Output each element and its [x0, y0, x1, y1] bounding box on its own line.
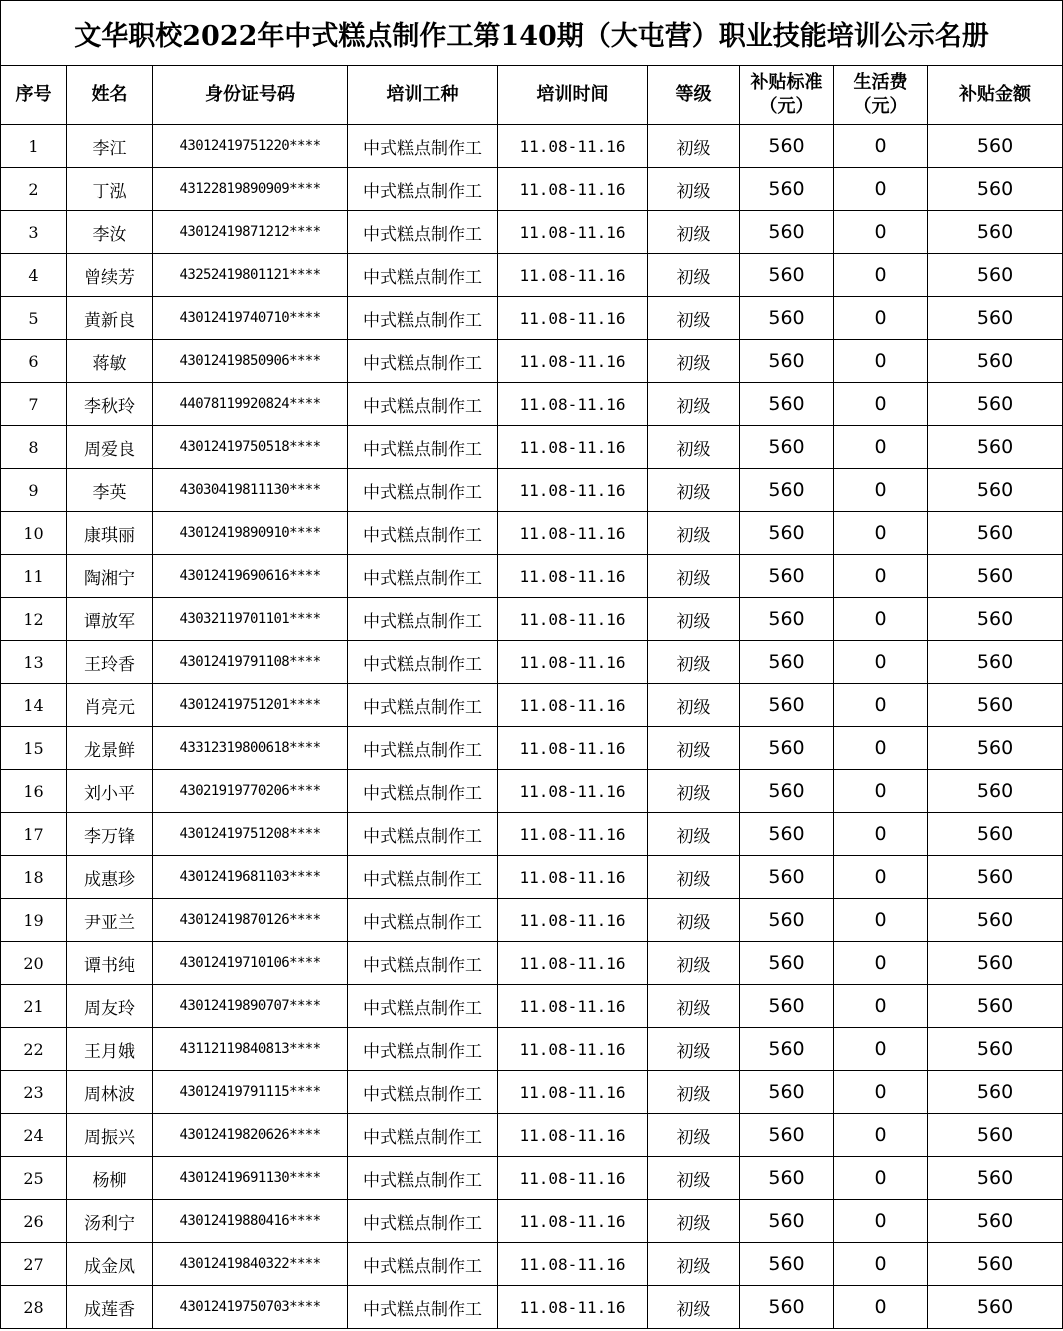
- cell-trade: 中式糕点制作工: [348, 856, 498, 899]
- cell-subsidy-standard: 560: [740, 1071, 834, 1114]
- table-row: [1, 1071, 1063, 1114]
- cell-name: 汤利宁: [67, 1200, 153, 1243]
- cell-training-time: 11.08-11.16: [498, 942, 648, 985]
- cell-id-number: 43012419751220****: [153, 125, 348, 168]
- cell-subsidy-standard: 560: [740, 1114, 834, 1157]
- cell-name: 曾续芳: [67, 254, 153, 297]
- cell-trade: 中式糕点制作工: [348, 899, 498, 942]
- cell-id-number: 43030419811130****: [153, 469, 348, 512]
- cell-subsidy-standard: 560: [740, 598, 834, 641]
- cell-subsidy-amount: 560: [928, 598, 1063, 641]
- table-row: [1, 1114, 1063, 1157]
- cell-living-allowance: 0: [834, 426, 928, 469]
- header-amount: 补贴金额: [928, 66, 1063, 125]
- cell-id-number: 43012419791108****: [153, 641, 348, 684]
- cell-living-allowance: 0: [834, 641, 928, 684]
- cell-training-time: 11.08-11.16: [498, 985, 648, 1028]
- cell-subsidy-amount: 560: [928, 512, 1063, 555]
- cell-subsidy-standard: 560: [740, 770, 834, 813]
- cell-id-number: 43012419751208****: [153, 813, 348, 856]
- cell-training-time: 11.08-11.16: [498, 684, 648, 727]
- cell-living-allowance: 0: [834, 1157, 928, 1200]
- table-row: [1, 254, 1063, 297]
- cell-living-allowance: 0: [834, 340, 928, 383]
- cell-name: 李英: [67, 469, 153, 512]
- cell-trade: 中式糕点制作工: [348, 1114, 498, 1157]
- cell-living-allowance: 0: [834, 254, 928, 297]
- cell-subsidy-amount: 560: [928, 1286, 1063, 1329]
- table-row: [1, 942, 1063, 985]
- cell-id-number: 43012419791115****: [153, 1071, 348, 1114]
- cell-trade: 中式糕点制作工: [348, 727, 498, 770]
- header-row: [1, 66, 1063, 125]
- cell-training-time: 11.08-11.16: [498, 125, 648, 168]
- cell-trade: 中式糕点制作工: [348, 1200, 498, 1243]
- cell-living-allowance: 0: [834, 942, 928, 985]
- cell-trade: 中式糕点制作工: [348, 125, 498, 168]
- cell-id-number: 43012419691130****: [153, 1157, 348, 1200]
- cell-trade: 中式糕点制作工: [348, 1157, 498, 1200]
- cell-name: 康琪丽: [67, 512, 153, 555]
- table-row: [1, 598, 1063, 641]
- cell-no: 20: [1, 942, 67, 985]
- table-row: [1, 856, 1063, 899]
- cell-living-allowance: 0: [834, 598, 928, 641]
- cell-living-allowance: 0: [834, 1200, 928, 1243]
- header-standard-line1: 补贴标准: [750, 72, 823, 93]
- cell-level: 初级: [648, 211, 740, 254]
- table-row: [1, 297, 1063, 340]
- cell-subsidy-amount: 560: [928, 985, 1063, 1028]
- cell-subsidy-standard: 560: [740, 1243, 834, 1286]
- cell-name: 李万锋: [67, 813, 153, 856]
- cell-no: 5: [1, 297, 67, 340]
- cell-training-time: 11.08-11.16: [498, 168, 648, 211]
- cell-no: 12: [1, 598, 67, 641]
- cell-subsidy-amount: 560: [928, 1028, 1063, 1071]
- cell-id-number: 43012419871212****: [153, 211, 348, 254]
- cell-trade: 中式糕点制作工: [348, 1243, 498, 1286]
- table-row: [1, 469, 1063, 512]
- cell-subsidy-standard: 560: [740, 340, 834, 383]
- cell-trade: 中式糕点制作工: [348, 383, 498, 426]
- cell-subsidy-amount: 560: [928, 813, 1063, 856]
- cell-subsidy-amount: 560: [928, 211, 1063, 254]
- cell-training-time: 11.08-11.16: [498, 469, 648, 512]
- cell-level: 初级: [648, 383, 740, 426]
- cell-name: 王玲香: [67, 641, 153, 684]
- cell-training-time: 11.08-11.16: [498, 598, 648, 641]
- cell-training-time: 11.08-11.16: [498, 297, 648, 340]
- cell-training-time: 11.08-11.16: [498, 1157, 648, 1200]
- cell-trade: 中式糕点制作工: [348, 641, 498, 684]
- cell-name: 周振兴: [67, 1114, 153, 1157]
- cell-training-time: 11.08-11.16: [498, 340, 648, 383]
- cell-training-time: 11.08-11.16: [498, 1286, 648, 1329]
- cell-level: 初级: [648, 1114, 740, 1157]
- cell-subsidy-standard: 560: [740, 727, 834, 770]
- header-no: 序号: [1, 66, 67, 125]
- cell-no: 7: [1, 383, 67, 426]
- cell-subsidy-standard: 560: [740, 426, 834, 469]
- cell-no: 1: [1, 125, 67, 168]
- cell-subsidy-standard: 560: [740, 1157, 834, 1200]
- cell-subsidy-standard: 560: [740, 512, 834, 555]
- cell-training-time: 11.08-11.16: [498, 555, 648, 598]
- cell-no: 8: [1, 426, 67, 469]
- cell-level: 初级: [648, 899, 740, 942]
- cell-id-number: 43012419751201****: [153, 684, 348, 727]
- header-standard-line2: （元）: [759, 96, 814, 117]
- cell-no: 11: [1, 555, 67, 598]
- cell-trade: 中式糕点制作工: [348, 1286, 498, 1329]
- cell-trade: 中式糕点制作工: [348, 1028, 498, 1071]
- page-title: 文华职校2022年中式糕点制作工第140期（大屯营）职业技能培训公示名册: [1, 1, 1063, 66]
- cell-id-number: 43012419750703****: [153, 1286, 348, 1329]
- cell-subsidy-amount: 560: [928, 899, 1063, 942]
- cell-trade: 中式糕点制作工: [348, 684, 498, 727]
- table-row: [1, 1157, 1063, 1200]
- cell-id-number: 43012419740710****: [153, 297, 348, 340]
- cell-subsidy-amount: 560: [928, 469, 1063, 512]
- cell-level: 初级: [648, 641, 740, 684]
- cell-subsidy-amount: 560: [928, 942, 1063, 985]
- cell-subsidy-standard: 560: [740, 641, 834, 684]
- cell-id-number: 43012419890707****: [153, 985, 348, 1028]
- cell-level: 初级: [648, 1028, 740, 1071]
- cell-no: 21: [1, 985, 67, 1028]
- cell-no: 23: [1, 1071, 67, 1114]
- cell-subsidy-standard: 560: [740, 1286, 834, 1329]
- cell-level: 初级: [648, 555, 740, 598]
- cell-living-allowance: 0: [834, 125, 928, 168]
- cell-no: 9: [1, 469, 67, 512]
- cell-id-number: 43252419801121****: [153, 254, 348, 297]
- table-row: [1, 1200, 1063, 1243]
- cell-id-number: 43021919770206****: [153, 770, 348, 813]
- header-standard: [740, 66, 834, 125]
- cell-living-allowance: 0: [834, 770, 928, 813]
- cell-id-number: 43012419880416****: [153, 1200, 348, 1243]
- cell-subsidy-standard: 560: [740, 125, 834, 168]
- cell-level: 初级: [648, 512, 740, 555]
- table-row: [1, 426, 1063, 469]
- table-row: [1, 1028, 1063, 1071]
- cell-training-time: 11.08-11.16: [498, 254, 648, 297]
- cell-level: 初级: [648, 770, 740, 813]
- cell-trade: 中式糕点制作工: [348, 211, 498, 254]
- cell-subsidy-standard: 560: [740, 469, 834, 512]
- cell-subsidy-amount: 560: [928, 1243, 1063, 1286]
- cell-subsidy-amount: 560: [928, 1114, 1063, 1157]
- cell-no: 25: [1, 1157, 67, 1200]
- cell-trade: 中式糕点制作工: [348, 512, 498, 555]
- cell-trade: 中式糕点制作工: [348, 1071, 498, 1114]
- cell-name: 龙景鲜: [67, 727, 153, 770]
- cell-living-allowance: 0: [834, 211, 928, 254]
- cell-name: 周友玲: [67, 985, 153, 1028]
- cell-level: 初级: [648, 985, 740, 1028]
- cell-training-time: 11.08-11.16: [498, 1243, 648, 1286]
- cell-subsidy-standard: 560: [740, 985, 834, 1028]
- cell-name: 成莲香: [67, 1286, 153, 1329]
- table-row: [1, 340, 1063, 383]
- cell-id-number: 43012419690616****: [153, 555, 348, 598]
- cell-no: 16: [1, 770, 67, 813]
- cell-living-allowance: 0: [834, 813, 928, 856]
- cell-subsidy-amount: 560: [928, 856, 1063, 899]
- cell-living-allowance: 0: [834, 1071, 928, 1114]
- cell-id-number: 43012419850906****: [153, 340, 348, 383]
- cell-id-number: 43122819890909****: [153, 168, 348, 211]
- cell-name: 丁泓: [67, 168, 153, 211]
- cell-name: 周爱良: [67, 426, 153, 469]
- cell-living-allowance: 0: [834, 383, 928, 426]
- cell-level: 初级: [648, 297, 740, 340]
- cell-level: 初级: [648, 813, 740, 856]
- cell-level: 初级: [648, 727, 740, 770]
- cell-subsidy-standard: 560: [740, 856, 834, 899]
- cell-id-number: 43012419710106****: [153, 942, 348, 985]
- cell-level: 初级: [648, 426, 740, 469]
- cell-level: 初级: [648, 1286, 740, 1329]
- cell-training-time: 11.08-11.16: [498, 813, 648, 856]
- cell-no: 13: [1, 641, 67, 684]
- cell-trade: 中式糕点制作工: [348, 813, 498, 856]
- table-row: [1, 1243, 1063, 1286]
- cell-no: 2: [1, 168, 67, 211]
- cell-subsidy-standard: 560: [740, 383, 834, 426]
- cell-level: 初级: [648, 684, 740, 727]
- cell-no: 6: [1, 340, 67, 383]
- cell-no: 26: [1, 1200, 67, 1243]
- header-level: 等级: [648, 66, 740, 125]
- cell-training-time: 11.08-11.16: [498, 856, 648, 899]
- cell-level: 初级: [648, 942, 740, 985]
- cell-id-number: 43012419820626****: [153, 1114, 348, 1157]
- cell-name: 尹亚兰: [67, 899, 153, 942]
- cell-name: 肖亮元: [67, 684, 153, 727]
- cell-trade: 中式糕点制作工: [348, 555, 498, 598]
- cell-no: 10: [1, 512, 67, 555]
- cell-training-time: 11.08-11.16: [498, 211, 648, 254]
- cell-subsidy-amount: 560: [928, 555, 1063, 598]
- cell-living-allowance: 0: [834, 469, 928, 512]
- cell-subsidy-standard: 560: [740, 942, 834, 985]
- cell-subsidy-standard: 560: [740, 899, 834, 942]
- cell-level: 初级: [648, 469, 740, 512]
- table-row: [1, 813, 1063, 856]
- cell-name: 刘小平: [67, 770, 153, 813]
- cell-no: 22: [1, 1028, 67, 1071]
- cell-subsidy-standard: 560: [740, 684, 834, 727]
- table-row: [1, 641, 1063, 684]
- cell-no: 18: [1, 856, 67, 899]
- cell-subsidy-amount: 560: [928, 125, 1063, 168]
- table-row: [1, 899, 1063, 942]
- cell-id-number: 43012419840322****: [153, 1243, 348, 1286]
- cell-trade: 中式糕点制作工: [348, 469, 498, 512]
- cell-living-allowance: 0: [834, 899, 928, 942]
- cell-name: 谭放军: [67, 598, 153, 641]
- cell-name: 王月娥: [67, 1028, 153, 1071]
- cell-subsidy-standard: 560: [740, 297, 834, 340]
- cell-no: 24: [1, 1114, 67, 1157]
- table-row: [1, 383, 1063, 426]
- cell-trade: 中式糕点制作工: [348, 942, 498, 985]
- cell-id-number: 43032119701101****: [153, 598, 348, 641]
- cell-training-time: 11.08-11.16: [498, 1200, 648, 1243]
- cell-subsidy-amount: 560: [928, 727, 1063, 770]
- table-row: [1, 684, 1063, 727]
- table-row: [1, 555, 1063, 598]
- cell-subsidy-standard: 560: [740, 1028, 834, 1071]
- cell-subsidy-amount: 560: [928, 684, 1063, 727]
- cell-subsidy-amount: 560: [928, 168, 1063, 211]
- table-row: [1, 770, 1063, 813]
- header-living-line2: （元）: [853, 96, 908, 117]
- cell-trade: 中式糕点制作工: [348, 254, 498, 297]
- cell-level: 初级: [648, 598, 740, 641]
- cell-subsidy-amount: 560: [928, 641, 1063, 684]
- cell-name: 谭书纯: [67, 942, 153, 985]
- cell-subsidy-standard: 560: [740, 168, 834, 211]
- cell-training-time: 11.08-11.16: [498, 1028, 648, 1071]
- cell-subsidy-standard: 560: [740, 254, 834, 297]
- cell-living-allowance: 0: [834, 985, 928, 1028]
- cell-training-time: 11.08-11.16: [498, 1071, 648, 1114]
- cell-no: 15: [1, 727, 67, 770]
- cell-trade: 中式糕点制作工: [348, 985, 498, 1028]
- cell-no: 14: [1, 684, 67, 727]
- cell-subsidy-standard: 560: [740, 555, 834, 598]
- cell-living-allowance: 0: [834, 1286, 928, 1329]
- cell-name: 成金凤: [67, 1243, 153, 1286]
- cell-id-number: 43112119840813****: [153, 1028, 348, 1071]
- cell-name: 李汝: [67, 211, 153, 254]
- cell-living-allowance: 0: [834, 856, 928, 899]
- header-living-line1: 生活费: [853, 72, 908, 93]
- header-time: 培训时间: [498, 66, 648, 125]
- cell-living-allowance: 0: [834, 512, 928, 555]
- cell-trade: 中式糕点制作工: [348, 598, 498, 641]
- cell-level: 初级: [648, 1157, 740, 1200]
- cell-trade: 中式糕点制作工: [348, 168, 498, 211]
- cell-subsidy-amount: 560: [928, 254, 1063, 297]
- cell-living-allowance: 0: [834, 1114, 928, 1157]
- cell-level: 初级: [648, 1243, 740, 1286]
- cell-living-allowance: 0: [834, 555, 928, 598]
- cell-training-time: 11.08-11.16: [498, 1114, 648, 1157]
- cell-subsidy-standard: 560: [740, 1200, 834, 1243]
- cell-id-number: 43012419750518****: [153, 426, 348, 469]
- cell-living-allowance: 0: [834, 168, 928, 211]
- header-name: 姓名: [67, 66, 153, 125]
- cell-training-time: 11.08-11.16: [498, 770, 648, 813]
- cell-no: 3: [1, 211, 67, 254]
- cell-id-number: 43312319800618****: [153, 727, 348, 770]
- cell-living-allowance: 0: [834, 297, 928, 340]
- cell-trade: 中式糕点制作工: [348, 340, 498, 383]
- cell-subsidy-amount: 560: [928, 340, 1063, 383]
- cell-no: 19: [1, 899, 67, 942]
- cell-name: 蒋敏: [67, 340, 153, 383]
- cell-name: 成惠珍: [67, 856, 153, 899]
- header-living: [834, 66, 928, 125]
- cell-id-number: 44078119920824****: [153, 383, 348, 426]
- cell-name: 陶湘宁: [67, 555, 153, 598]
- cell-training-time: 11.08-11.16: [498, 512, 648, 555]
- cell-training-time: 11.08-11.16: [498, 426, 648, 469]
- cell-name: 黄新良: [67, 297, 153, 340]
- table-row: [1, 512, 1063, 555]
- cell-training-time: 11.08-11.16: [498, 727, 648, 770]
- cell-name: 周林波: [67, 1071, 153, 1114]
- cell-subsidy-amount: 560: [928, 770, 1063, 813]
- cell-subsidy-standard: 560: [740, 211, 834, 254]
- cell-training-time: 11.08-11.16: [498, 899, 648, 942]
- table-row: [1, 727, 1063, 770]
- cell-living-allowance: 0: [834, 684, 928, 727]
- cell-name: 李秋玲: [67, 383, 153, 426]
- cell-id-number: 43012419681103****: [153, 856, 348, 899]
- table-row: [1, 211, 1063, 254]
- roster-body: [1, 125, 1063, 1329]
- cell-trade: 中式糕点制作工: [348, 426, 498, 469]
- cell-level: 初级: [648, 1071, 740, 1114]
- header-id: 身份证号码: [153, 66, 348, 125]
- header-trade: 培训工种: [348, 66, 498, 125]
- cell-training-time: 11.08-11.16: [498, 383, 648, 426]
- cell-no: 27: [1, 1243, 67, 1286]
- cell-level: 初级: [648, 125, 740, 168]
- cell-trade: 中式糕点制作工: [348, 770, 498, 813]
- cell-living-allowance: 0: [834, 1243, 928, 1286]
- cell-subsidy-amount: 560: [928, 1157, 1063, 1200]
- cell-no: 17: [1, 813, 67, 856]
- cell-subsidy-amount: 560: [928, 297, 1063, 340]
- cell-id-number: 43012419890910****: [153, 512, 348, 555]
- cell-level: 初级: [648, 340, 740, 383]
- table-row: [1, 168, 1063, 211]
- cell-no: 4: [1, 254, 67, 297]
- table-row: [1, 985, 1063, 1028]
- cell-living-allowance: 0: [834, 727, 928, 770]
- cell-level: 初级: [648, 1200, 740, 1243]
- cell-living-allowance: 0: [834, 1028, 928, 1071]
- cell-subsidy-standard: 560: [740, 813, 834, 856]
- cell-name: 李江: [67, 125, 153, 168]
- cell-trade: 中式糕点制作工: [348, 297, 498, 340]
- cell-training-time: 11.08-11.16: [498, 641, 648, 684]
- cell-subsidy-amount: 560: [928, 1200, 1063, 1243]
- cell-subsidy-amount: 560: [928, 426, 1063, 469]
- cell-name: 杨柳: [67, 1157, 153, 1200]
- cell-level: 初级: [648, 254, 740, 297]
- cell-subsidy-amount: 560: [928, 1071, 1063, 1114]
- table-row: [1, 1286, 1063, 1329]
- cell-no: 28: [1, 1286, 67, 1329]
- cell-level: 初级: [648, 168, 740, 211]
- cell-subsidy-amount: 560: [928, 383, 1063, 426]
- table-row: [1, 125, 1063, 168]
- cell-id-number: 43012419870126****: [153, 899, 348, 942]
- cell-level: 初级: [648, 856, 740, 899]
